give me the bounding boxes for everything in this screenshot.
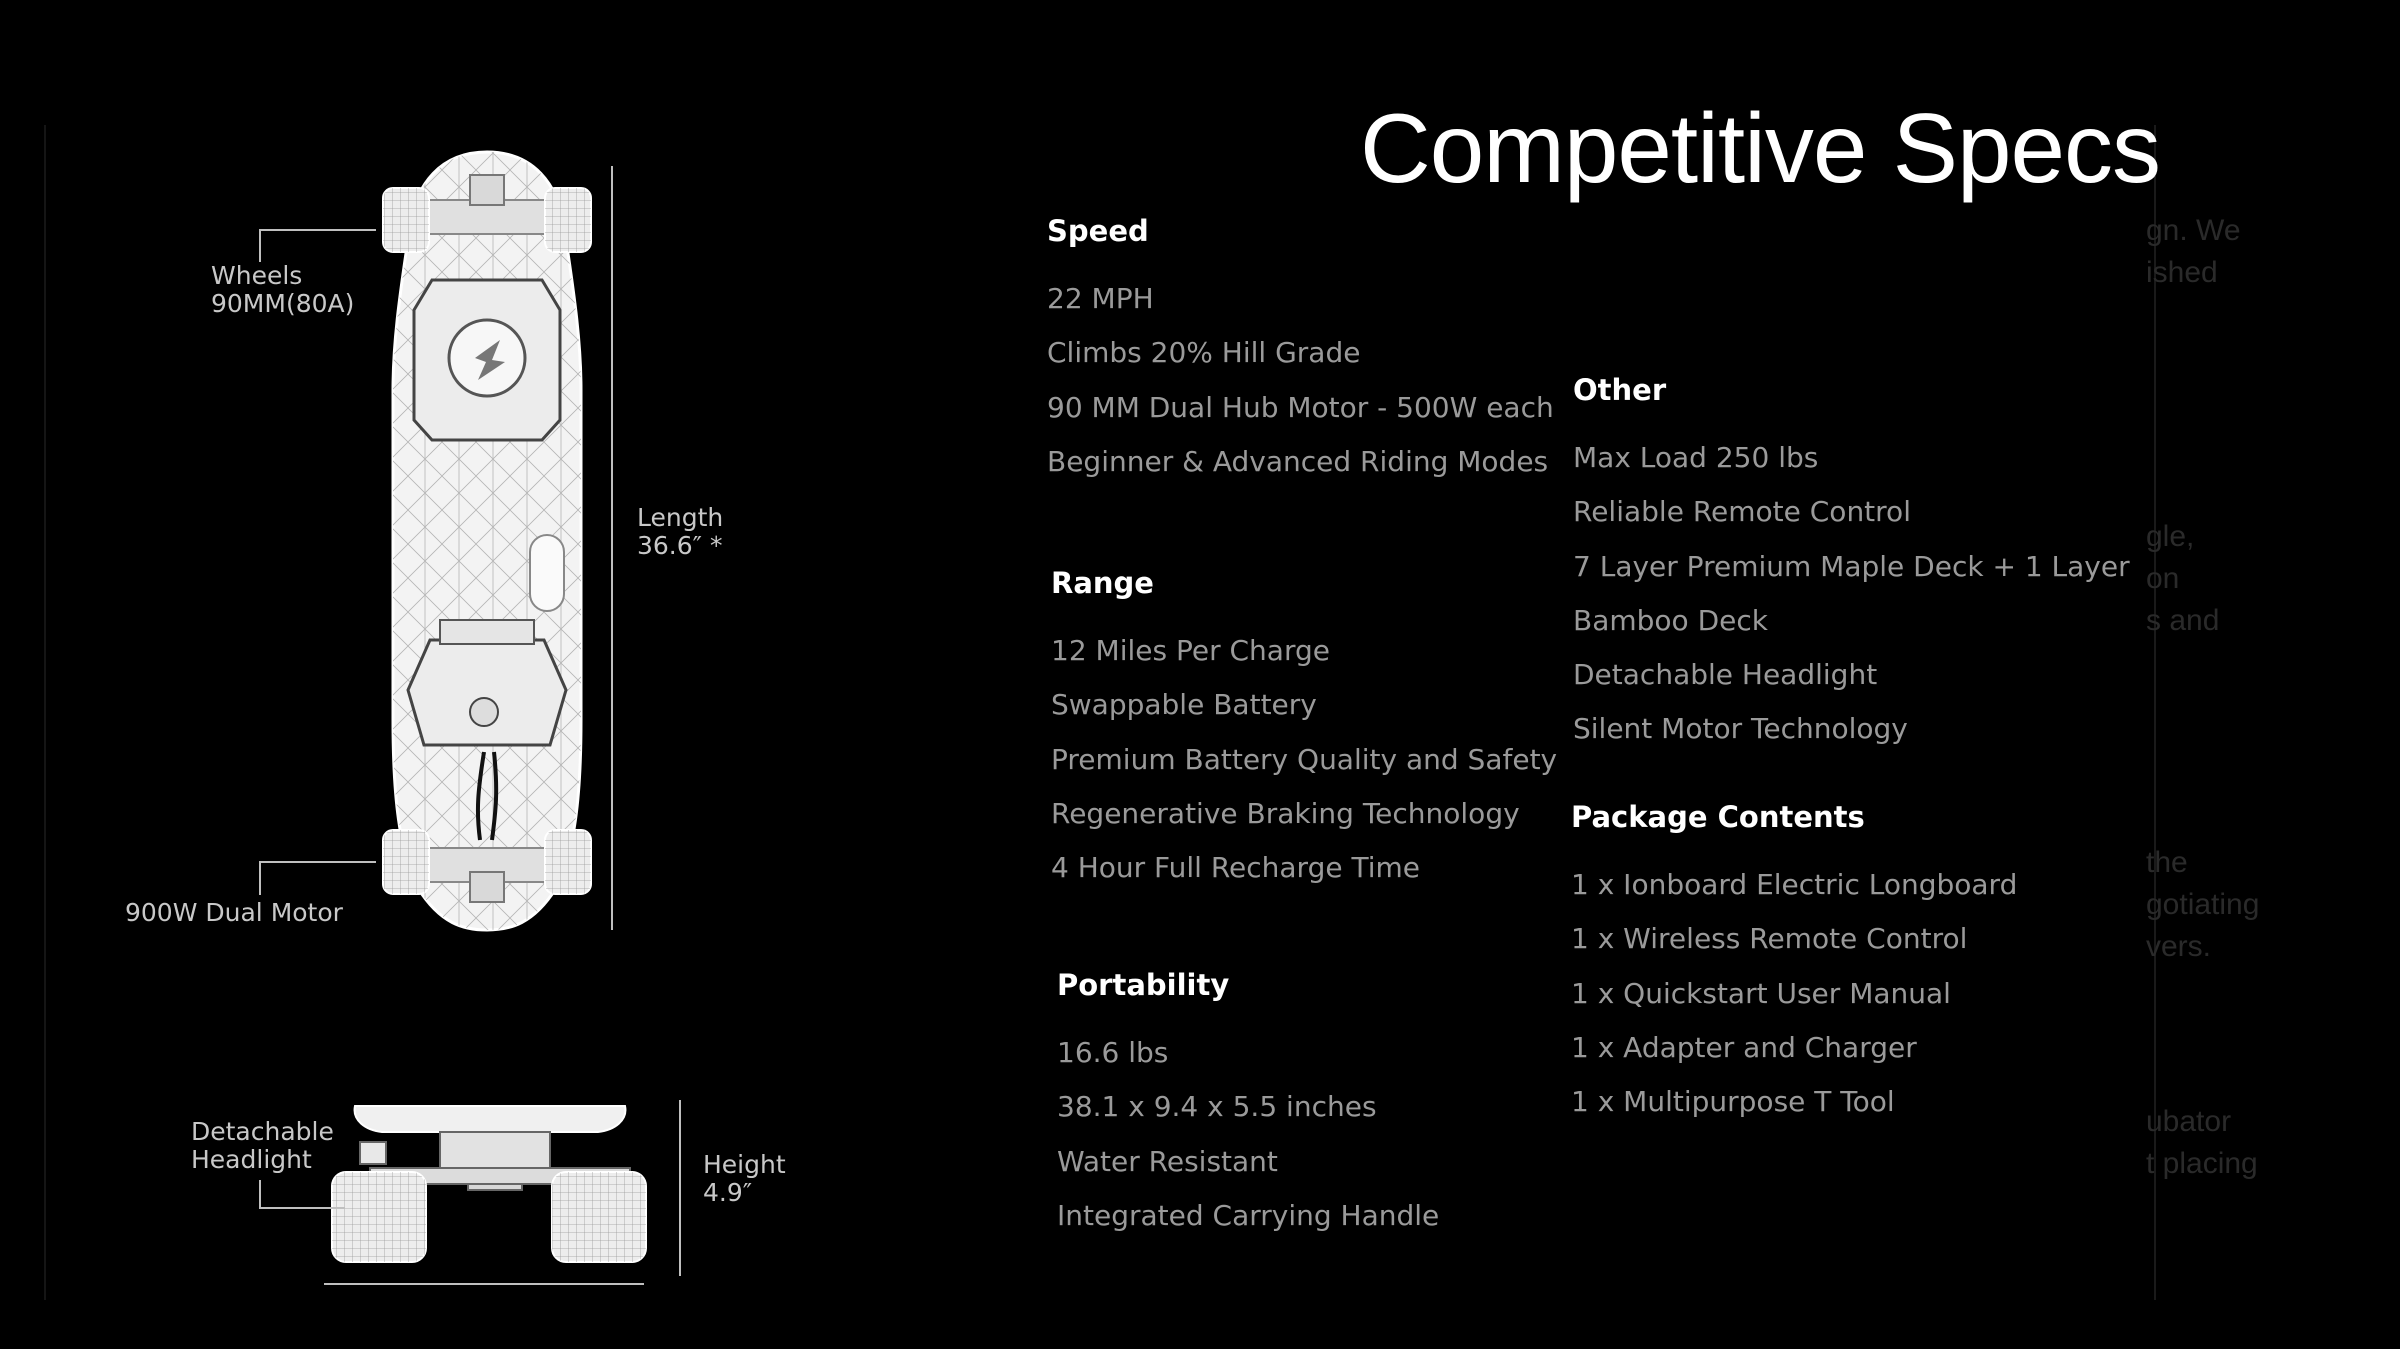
portability-item: 38.1 x 9.4 x 5.5 inches bbox=[1057, 1090, 1377, 1124]
range-item: Regenerative Braking Technology bbox=[1051, 796, 1520, 830]
length-label: Length bbox=[637, 503, 724, 532]
range-item: 4 Hour Full Recharge Time bbox=[1051, 851, 1421, 885]
other-section bbox=[1573, 373, 2130, 757]
ghost-line: gle, bbox=[2146, 520, 2195, 553]
ghost-line: s and bbox=[2146, 604, 2220, 637]
portability-item: Water Resistant bbox=[1057, 1144, 1278, 1178]
ghost-line: t placing bbox=[2146, 1147, 2258, 1180]
motor-leader-line bbox=[260, 862, 376, 895]
speed-heading: Speed bbox=[1047, 214, 1149, 248]
wheel-bottom-left bbox=[383, 830, 429, 894]
speed-item: 90 MM Dual Hub Motor - 500W each bbox=[1047, 390, 1554, 424]
range-item: Premium Battery Quality and Safety bbox=[1051, 742, 1558, 776]
range-heading: Range bbox=[1051, 566, 1154, 600]
wheels-value: 90MM(80A) bbox=[211, 289, 355, 318]
package-item: 1 x Multipurpose T Tool bbox=[1571, 1085, 1895, 1119]
ghost-text-block bbox=[2146, 516, 2219, 642]
deck-top-view bbox=[392, 152, 582, 930]
wheels-annotation bbox=[211, 262, 354, 318]
height-label: Height bbox=[703, 1150, 786, 1179]
package-item: 1 x Adapter and Charger bbox=[1571, 1030, 1917, 1064]
ghost-text-block bbox=[2146, 842, 2259, 968]
deck-side-view bbox=[332, 1106, 646, 1262]
length-value: 36.6″ * bbox=[637, 531, 723, 560]
wheel-top-right bbox=[545, 188, 591, 252]
speed-item: 22 MPH bbox=[1047, 282, 1154, 315]
motor-label: 900W Dual Motor bbox=[125, 898, 343, 927]
length-annotation bbox=[637, 504, 723, 560]
ghost-line: on bbox=[2146, 562, 2180, 595]
package-item: 1 x Ionboard Electric Longboard bbox=[1571, 868, 2018, 901]
motor-annotation bbox=[125, 899, 343, 927]
skateboard-diagram bbox=[0, 0, 900, 1349]
ghost-line: vers. bbox=[2146, 930, 2212, 963]
other-heading: Other bbox=[1573, 373, 1667, 407]
other-item: Bamboo Deck bbox=[1573, 603, 1768, 637]
speed-item: Climbs 20% Hill Grade bbox=[1047, 336, 1361, 370]
ghost-text-block bbox=[2146, 210, 2241, 294]
other-item: 7 Layer Premium Maple Deck + 1 Layer bbox=[1573, 549, 2130, 583]
range-item: 12 Miles Per Charge bbox=[1051, 634, 1330, 667]
ghost-line: gotiating bbox=[2146, 888, 2260, 921]
wheels-leader-line bbox=[260, 230, 376, 262]
wheels-label: Wheels bbox=[211, 261, 303, 290]
other-item: Silent Motor Technology bbox=[1573, 712, 1908, 746]
ghost-line: ished bbox=[2146, 256, 2218, 289]
ghost-line: gn. We bbox=[2146, 214, 2241, 247]
wheel-top-left bbox=[383, 188, 429, 252]
speed-item: Beginner & Advanced Riding Modes bbox=[1047, 444, 1549, 478]
other-item: Reliable Remote Control bbox=[1573, 495, 1911, 529]
package-item: 1 x Wireless Remote Control bbox=[1571, 922, 1968, 956]
package-heading: Package Contents bbox=[1571, 800, 1865, 834]
headlight-label-line2: Headlight bbox=[191, 1145, 312, 1174]
other-item: Max Load 250 lbs bbox=[1573, 441, 1819, 474]
range-section bbox=[1051, 566, 1557, 895]
portability-item: Integrated Carrying Handle bbox=[1057, 1198, 1440, 1232]
headlight-label-line1: Detachable bbox=[191, 1117, 334, 1146]
ghost-text-block bbox=[2146, 1101, 2258, 1185]
portability-item: 16.6 lbs bbox=[1057, 1036, 1169, 1069]
wheel-bottom-right bbox=[545, 830, 591, 894]
package-section bbox=[1571, 800, 2017, 1129]
package-item: 1 x Quickstart User Manual bbox=[1571, 976, 1951, 1010]
range-item: Swappable Battery bbox=[1051, 688, 1317, 722]
headlight-annotation bbox=[191, 1118, 334, 1174]
portability-heading: Portability bbox=[1057, 968, 1230, 1002]
height-value: 4.9″ bbox=[703, 1178, 753, 1207]
ghost-line: ubator bbox=[2146, 1105, 2232, 1138]
portability-section bbox=[1057, 968, 1439, 1243]
speed-section bbox=[1047, 214, 1554, 489]
height-annotation bbox=[703, 1151, 786, 1207]
other-item: Detachable Headlight bbox=[1573, 658, 1878, 692]
ghost-line: the bbox=[2146, 846, 2188, 879]
page-title: Competitive Specs bbox=[1360, 93, 2161, 203]
